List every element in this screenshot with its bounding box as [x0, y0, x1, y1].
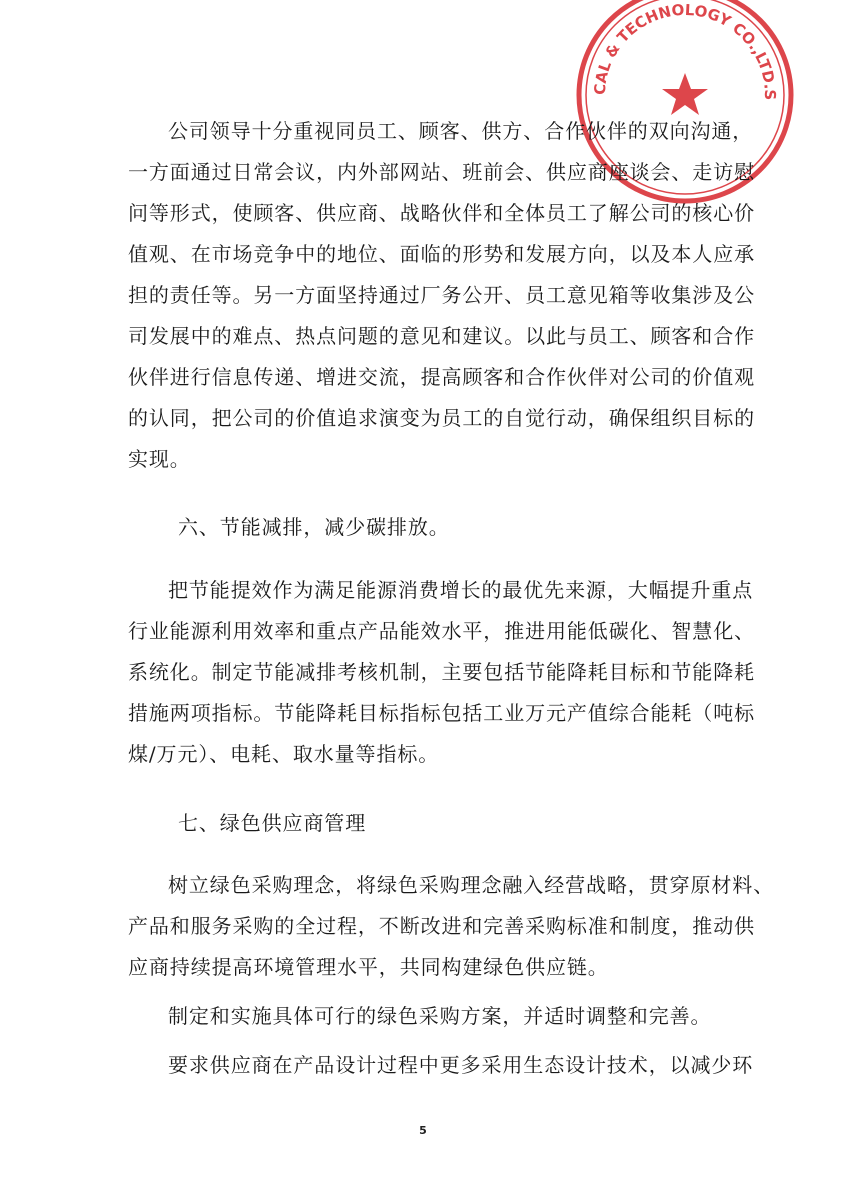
- paragraph-1-line-3: 问等形式，使顾客、供应商、战略伙伴和全体员工了解公司的核心价: [128, 201, 755, 225]
- paragraph-1-line-5: 担的责任等。另一方面坚持通过厂务公开、员工意见箱等收集涉及公: [128, 283, 755, 307]
- paragraph-2-line-5: 煤/万元）、电耗、取水量等指标。: [128, 742, 440, 766]
- paragraph-3-line-2: 产品和服务采购的全过程，不断改进和完善采购标准和制度，推动供: [128, 914, 755, 938]
- seal-arc-text: CAL & TECHNOLOGY CO.,LTD.S: [590, 0, 780, 101]
- paragraph-3-line-3: 应商持续提高环境管理水平，共同构建绿色供应链。: [128, 955, 609, 979]
- paragraph-1-line-1: 公司领导十分重视同员工、顾客、供方、合作伙伴的双向沟通，: [168, 119, 754, 143]
- paragraph-5-line-1: 要求供应商在产品设计过程中更多采用生态设计技术，以减少环: [168, 1053, 754, 1077]
- paragraph-1-line-4: 值观、在市场竞争中的地位、面临的形势和发展方向，以及本人应承: [128, 242, 755, 266]
- paragraph-2-line-3: 系统化。制定节能减排考核机制，主要包括节能降耗目标和节能降耗: [128, 660, 755, 684]
- paragraph-1-line-2: 一方面通过日常会议，内外部网站、班前会、供应商座谈会、走访慰: [128, 160, 755, 184]
- paragraph-1-line-9: 实现。: [128, 447, 191, 471]
- paragraph-2-line-2: 行业能源利用效率和重点产品能效水平，推进用能低碳化、智慧化、: [128, 619, 755, 643]
- page-number: 5: [419, 1124, 427, 1137]
- paragraph-1-line-7: 伙伴进行信息传递、增进交流，提高顾客和合作伙伴对公司的价值观: [128, 365, 755, 389]
- paragraph-3-line-1: 树立绿色采购理念，将绿色采购理念融入经营战略，贯穿原材料、: [168, 873, 775, 897]
- paragraph-2-line-1: 把节能提效作为满足能源消费增长的最优先来源，大幅提升重点: [168, 578, 754, 602]
- section-heading-7: 七、绿色供应商管理: [178, 811, 367, 835]
- section-heading-6: 六、节能减排，减少碳排放。: [178, 515, 450, 539]
- paragraph-2-line-4: 措施两项指标。节能降耗目标指标包括工业万元产值综合能耗（吨标: [128, 701, 755, 725]
- paragraph-1-line-8: 的认同，把公司的价值追求演变为员工的自觉行动，确保组织目标的: [128, 406, 755, 430]
- seal-star-icon: [662, 73, 708, 115]
- paragraph-4-line-1: 制定和实施具体可行的绿色采购方案，并适时调整和完善。: [168, 1004, 712, 1028]
- paragraph-1-line-6: 司发展中的难点、热点问题的意见和建议。以此与员工、顾客和合作: [128, 324, 755, 348]
